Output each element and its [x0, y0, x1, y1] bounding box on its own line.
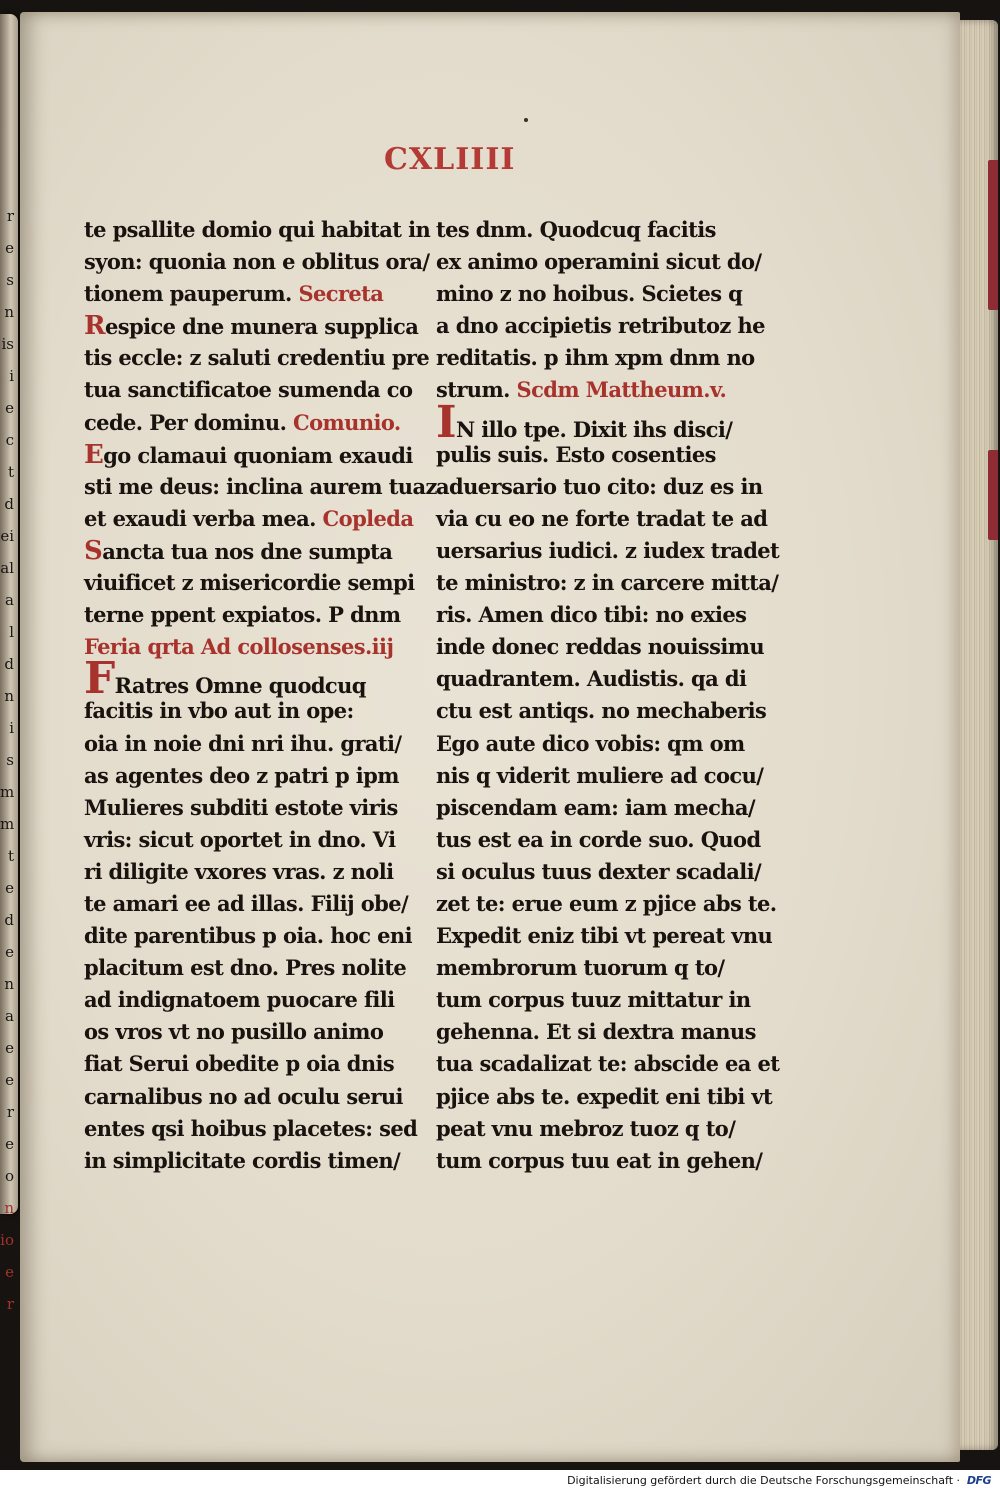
- text-segment: strum.: [436, 377, 517, 403]
- text-line: [84, 503, 414, 535]
- text-line: [436, 214, 766, 246]
- rubricated-initial: F: [84, 653, 115, 705]
- text-segment: sti me deus: inclina aurem tuaz: [84, 473, 437, 499]
- text-segment: cede. Per dominu.: [84, 409, 294, 435]
- text-line: [84, 535, 414, 567]
- text-segment: carnalibus no ad oculu serui: [84, 1083, 403, 1109]
- red-tab-marker: [988, 450, 998, 540]
- text-line: [84, 824, 414, 856]
- facing-page-text-fragments: [0, 200, 15, 1313]
- text-segment: tus est ea in corde suo. Quod: [436, 826, 761, 852]
- text-line: [436, 503, 766, 535]
- text-line: [84, 792, 414, 824]
- margin-fragment: s: [6, 271, 14, 289]
- text-line: [436, 1113, 766, 1145]
- margin-fragment: er: [5, 1263, 14, 1313]
- text-segment: reditatis. p ihm xpm dnm no: [436, 345, 755, 371]
- text-line: [84, 439, 414, 471]
- text-segment: Mulieres subditi estote viris: [84, 794, 398, 820]
- margin-fragment: e: [5, 1039, 14, 1057]
- text-line: [436, 1145, 766, 1177]
- text-line: [436, 663, 766, 695]
- margin-fragment: n: [4, 1199, 14, 1217]
- margin-fragment: e: [5, 943, 14, 961]
- text-line: [436, 246, 766, 278]
- text-segment: nis q viderit muliere ad cocu/: [436, 762, 764, 788]
- text-line: [436, 728, 766, 760]
- margin-fragment: t: [7, 463, 14, 481]
- ink-speck: [524, 118, 528, 122]
- text-line: [84, 631, 414, 663]
- text-segment: tis eccle: z saluti credentiu pre: [84, 345, 430, 371]
- margin-fragment: n: [4, 975, 14, 993]
- margin-fragment: e: [5, 1071, 14, 1089]
- rubric-text: Comunio.: [293, 409, 401, 435]
- dfg-logo: DFG: [966, 1474, 992, 1487]
- text-line: [84, 567, 414, 599]
- margin-fragment: t: [7, 847, 14, 865]
- text-segment: facitis in vbo aut in ope:: [84, 698, 354, 724]
- text-segment: ri diligite vxores vras. z noli: [84, 858, 394, 884]
- text-line: [436, 396, 766, 448]
- text-line: [436, 567, 779, 599]
- text-line: [436, 695, 766, 727]
- text-segment: membrorum tuorum q to/: [436, 955, 725, 981]
- right-text-column: [436, 214, 780, 1177]
- text-segment: Expedit eniz tibi vt pereat vnu: [436, 923, 773, 949]
- page-block-edges: [960, 20, 998, 1450]
- margin-fragment: o: [4, 1167, 14, 1185]
- text-line: [84, 984, 414, 1016]
- text-line: [84, 1016, 414, 1048]
- text-line: [436, 1081, 773, 1113]
- rubric-text: Scdm Mattheum.v.: [516, 377, 727, 403]
- text-segment: aduersario tuo cito: duz es in: [436, 473, 763, 499]
- rubricated-initial: E: [84, 439, 104, 470]
- text-segment: tum corpus tuuz mittatur in: [436, 987, 751, 1013]
- text-segment: tua scadalizat te: abscide ea et: [436, 1051, 780, 1077]
- margin-fragment: re: [5, 207, 14, 257]
- text-segment: entes qsi hoibus placetes: sed: [84, 1115, 418, 1141]
- text-line: [436, 1048, 780, 1080]
- text-line: [84, 214, 431, 246]
- text-line: [436, 310, 766, 342]
- text-line: [84, 1113, 418, 1145]
- text-segment: piscendam eam: iam mecha/: [436, 794, 756, 820]
- text-segment: ex animo operamini sicut do/: [436, 249, 762, 275]
- text-line: [436, 599, 766, 631]
- margin-fragment: ei: [0, 527, 14, 545]
- text-line: [84, 310, 419, 342]
- text-line: [436, 535, 780, 567]
- text-line: [84, 278, 414, 310]
- text-line: [84, 888, 414, 920]
- text-segment: uersarius iudici. z iudex tradet: [436, 537, 780, 563]
- text-line: [84, 653, 414, 705]
- text-segment: zet te: erue eum z pjice abs te.: [436, 890, 777, 916]
- margin-fragment: m: [0, 815, 15, 833]
- margin-fragment: ni: [4, 687, 14, 737]
- text-segment: vris: sicut oportet in dno. Vi: [84, 826, 396, 852]
- text-segment: oia in noie dni nri ihu. grati/: [84, 730, 402, 756]
- text-line: [84, 342, 430, 374]
- text-segment: tua sanctificatoe sumenda co: [84, 377, 413, 403]
- text-segment: te ministro: z in carcere mitta/: [436, 570, 779, 596]
- folio-number: CXLIIII: [384, 142, 516, 177]
- text-segment: N illo tpe. Dixit ihs disci/: [455, 416, 733, 442]
- text-segment: espice dne munera supplica: [105, 314, 419, 340]
- text-line: [436, 374, 766, 406]
- text-segment: peat vnu mebroz tuoz q to/: [436, 1115, 736, 1141]
- red-tab-marker: [988, 160, 998, 310]
- text-segment: tes dnm. Quodcuq facitis: [436, 217, 716, 242]
- rubricated-initial: S: [84, 535, 103, 566]
- text-segment: inde donec reddas nouissimu: [436, 634, 764, 660]
- text-line: [84, 374, 414, 406]
- margin-fragment: e: [5, 879, 14, 897]
- text-line: [436, 760, 766, 792]
- text-line: [436, 920, 773, 952]
- text-line: [84, 246, 430, 278]
- text-line: [436, 792, 766, 824]
- text-segment: pulis suis. Esto cosenties: [436, 441, 716, 467]
- text-segment: os vros vt no pusillo animo: [84, 1019, 384, 1045]
- text-line: [84, 728, 414, 760]
- margin-fragment: ala: [0, 559, 14, 609]
- text-segment: Ratres Omne quodcuq: [114, 673, 366, 699]
- text-line: [436, 1016, 766, 1048]
- text-segment: ancta tua nos dne sumpta: [102, 538, 393, 564]
- text-segment: terne ppent expiatos. P dnm: [84, 602, 401, 628]
- text-segment: te amari ee ad illas. Filij obe/: [84, 890, 409, 916]
- text-line: [436, 439, 766, 471]
- text-line: [84, 856, 414, 888]
- text-segment: ad indignatoem puocare fili: [84, 987, 395, 1013]
- text-segment: viuificet z misericordie sempi: [84, 570, 415, 596]
- text-segment: tum corpus tuu eat in gehen/: [436, 1147, 763, 1173]
- rubricated-initial: R: [84, 311, 106, 342]
- text-line: [84, 1081, 414, 1113]
- text-segment: tionem pauperum.: [84, 281, 299, 307]
- margin-fragment: is: [1, 335, 14, 353]
- text-line: [84, 760, 414, 792]
- text-line: [436, 984, 766, 1016]
- text-segment: te psallite domio qui habitat in: [84, 217, 431, 242]
- margin-fragment: r: [6, 1103, 14, 1121]
- text-line: [436, 342, 766, 374]
- text-segment: via cu eo ne forte tradat te ad: [436, 505, 768, 531]
- rubricated-initial: I: [436, 396, 456, 448]
- text-line: [84, 471, 437, 503]
- text-segment: a dno accipietis retributoz he: [436, 313, 765, 339]
- text-segment: ris. Amen dico tibi: no exies: [436, 602, 747, 628]
- text-segment: quadrantem. Audistis. qa di: [436, 666, 747, 692]
- text-segment: pjice abs te. expedit eni tibi vt: [436, 1083, 773, 1109]
- text-segment: fiat Serui obedite p oia dnis: [84, 1051, 395, 1077]
- text-segment: ctu est antiqs. no mechaberis: [436, 698, 767, 724]
- margin-fragment: a: [5, 1007, 14, 1025]
- margin-fragment: d: [4, 911, 14, 929]
- margin-fragment: n: [4, 303, 14, 321]
- text-segment: syon: quonia non e oblitus ora/: [84, 249, 430, 275]
- text-line: [84, 599, 414, 631]
- margin-fragment: sm: [0, 751, 15, 801]
- text-line: [436, 888, 777, 920]
- text-segment: in simplicitate cordis timen/: [84, 1147, 401, 1173]
- text-line: [436, 471, 766, 503]
- margin-fragment: d: [4, 495, 14, 513]
- left-text-column: [84, 214, 437, 1177]
- text-line: [436, 631, 766, 663]
- text-line: [436, 952, 766, 984]
- text-line: [84, 1145, 414, 1177]
- text-line: [84, 952, 414, 984]
- text-segment: Ego aute dico vobis: qm om: [436, 730, 745, 756]
- rubric-text: Secreta: [298, 281, 384, 307]
- margin-fragment: e: [5, 1135, 14, 1153]
- text-line: [84, 407, 414, 439]
- text-segment: go clamaui quoniam exaudi: [103, 442, 413, 468]
- funding-credit: Digitalisierung gefördert durch die Deutsche Forschungsgemeinschaft ·: [567, 1474, 960, 1487]
- margin-fragment: ec: [5, 399, 14, 449]
- margin-fragment: ld: [4, 623, 14, 673]
- text-segment: dite parentibus p oia. hoc eni: [84, 923, 412, 949]
- text-segment: as agentes deo z patri p ipm: [84, 762, 399, 788]
- text-line: [436, 856, 766, 888]
- text-line: [84, 695, 414, 727]
- text-segment: et exaudi verba mea.: [84, 505, 323, 531]
- rubric-text: Copleda: [322, 505, 414, 531]
- text-segment: gehenna. Et si dextra manus: [436, 1019, 756, 1045]
- margin-fragment: io: [0, 1231, 14, 1249]
- rubric-text: Feria qrta Ad collosenses.iij: [84, 634, 394, 660]
- text-segment: placitum est dno. Pres nolite: [84, 955, 407, 981]
- text-line: [84, 1048, 414, 1080]
- text-line: [436, 278, 766, 310]
- text-line: [436, 824, 766, 856]
- text-segment: si oculus tuus dexter scadali/: [436, 858, 762, 884]
- text-segment: mino z no hoibus. Scietes q: [436, 281, 743, 307]
- margin-fragment: i: [9, 367, 14, 385]
- text-line: [84, 920, 414, 952]
